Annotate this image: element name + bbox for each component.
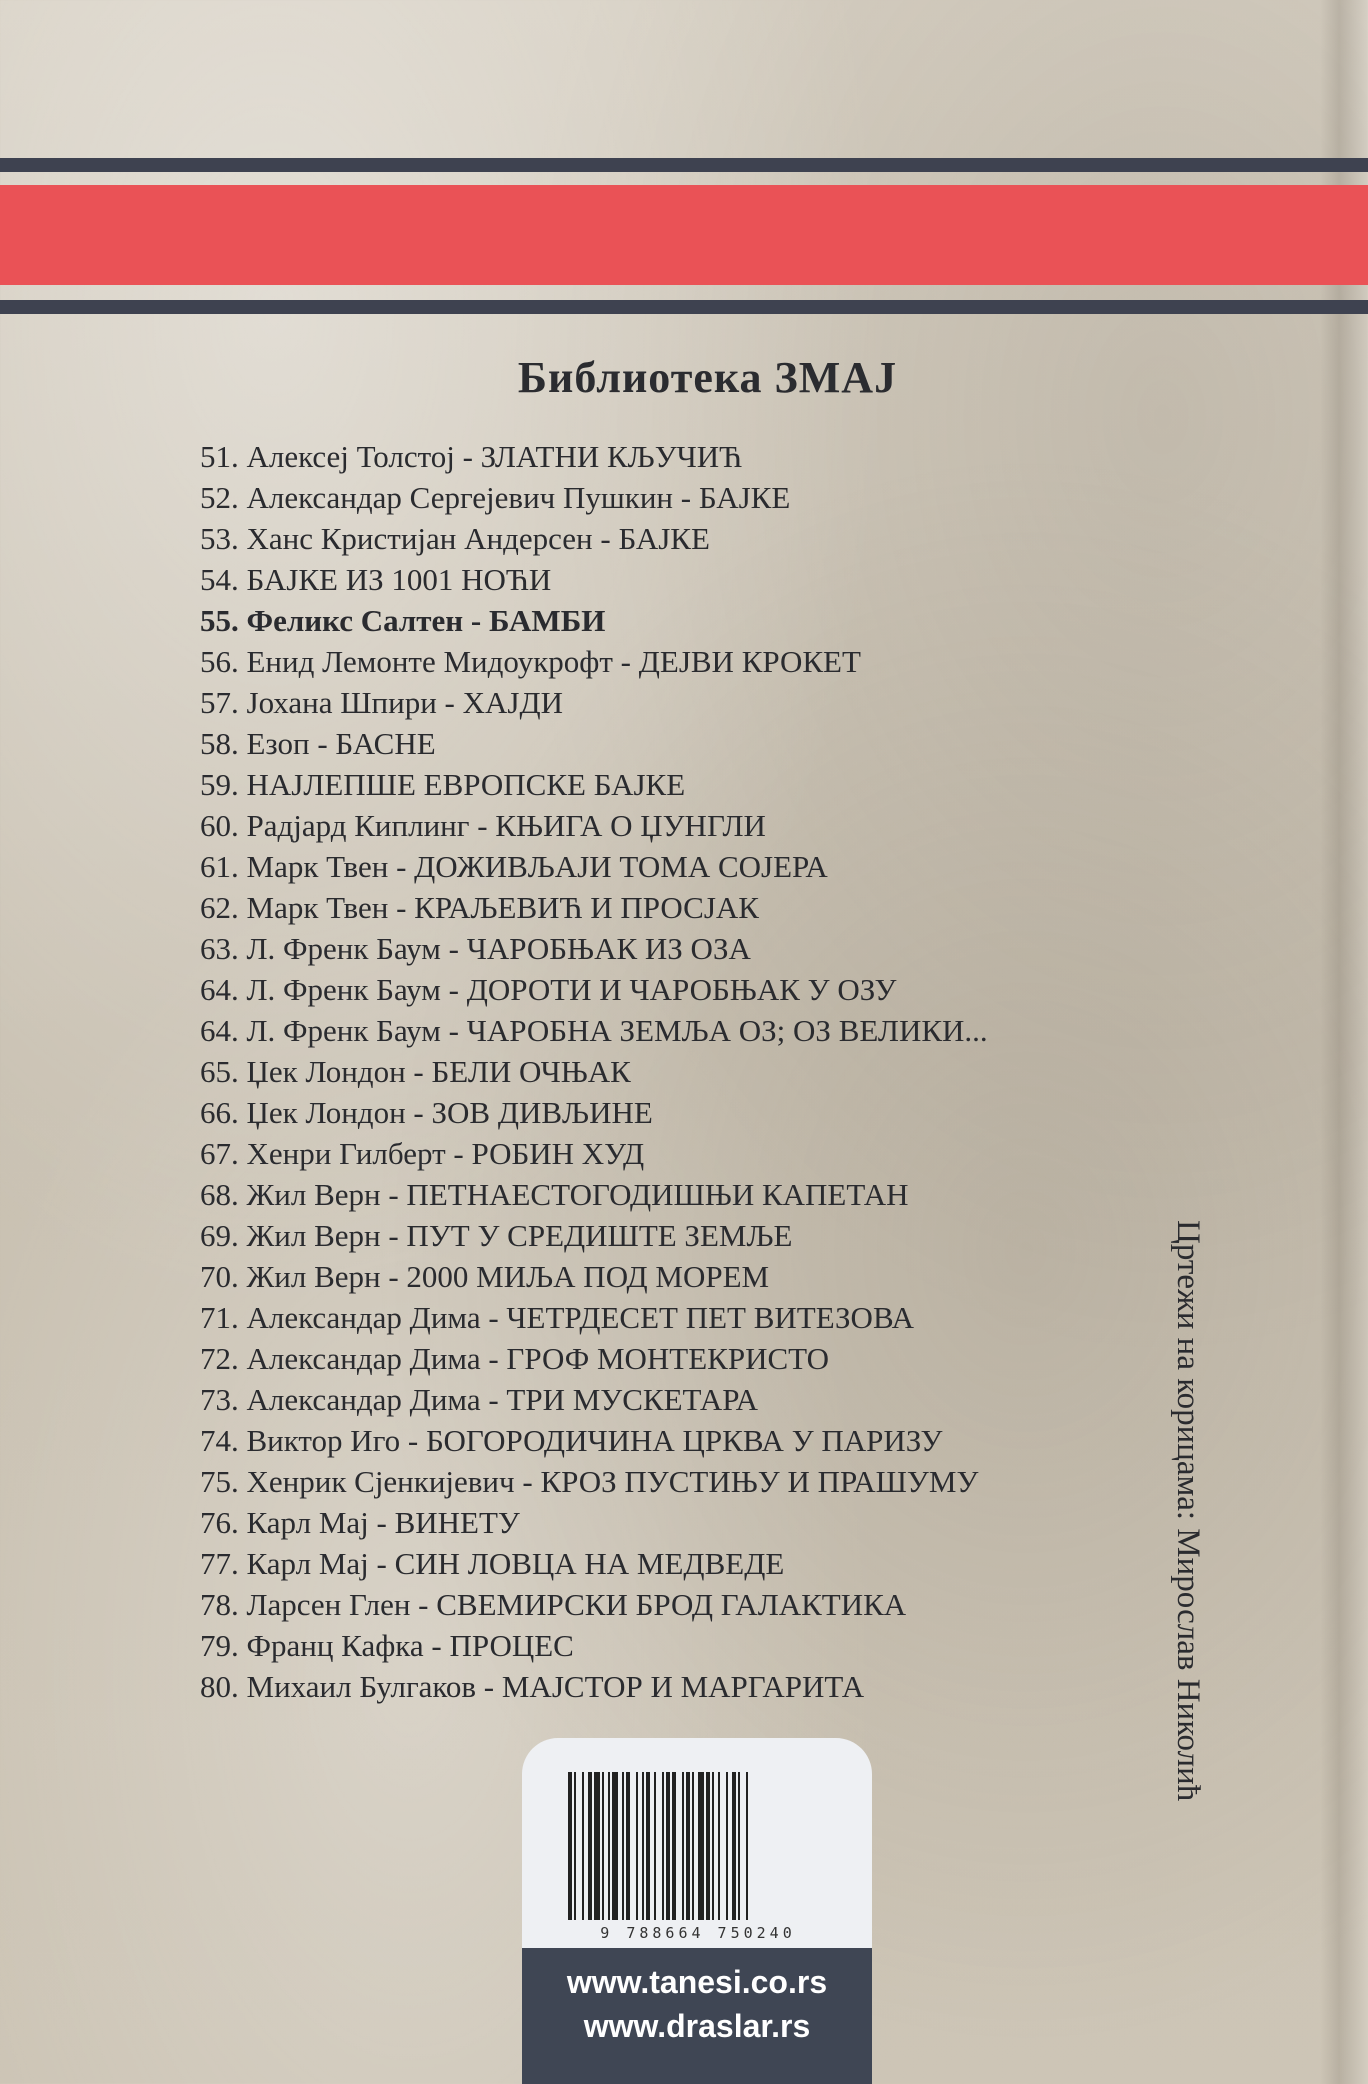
- book-list-item: 71. Александар Дима - ЧЕТРДЕСЕТ ПЕТ ВИТЕЗОВА: [200, 1300, 915, 1335]
- website-tanesi[interactable]: www.tanesi.co.rs: [566, 1964, 828, 2000]
- illustrator-credit: Цртежи на корицама: Мирослав Николић: [1170, 1220, 1206, 1802]
- book-list-item: 63. Л. Френк Баум - ЧАРОБЊАК ИЗ ОЗА: [200, 931, 751, 966]
- red-stripe: [0, 185, 1368, 285]
- book-list-item: 76. Карл Мај - ВИНЕТУ: [200, 1505, 520, 1540]
- book-list-item: 70. Жил Верн - 2000 МИЉА ПОД МОРЕМ: [200, 1259, 770, 1294]
- book-list-item: 75. Хенрик Сјенкијевич - КРОЗ ПУСТИЊУ И ПРАШУМУ: [200, 1464, 979, 1499]
- book-list-item: 61. Марк Твен - ДОЖИВЉАЈИ ТОМА СОЈЕРА: [200, 849, 828, 884]
- book-list-item: 51. Алексеј Толстој - ЗЛАТНИ КЉУЧИЋ: [200, 439, 743, 474]
- book-list-item: 66. Џек Лондон - ЗОВ ДИВЉИНЕ: [200, 1095, 653, 1130]
- book-list-item: 80. Михаил Булгаков - МАЈСТОР И МАРГАРИТА: [200, 1669, 865, 1704]
- book-list-item: 74. Виктор Иго - БОГОРОДИЧИНА ЦРКВА У ПАРИЗУ: [200, 1423, 943, 1458]
- website-draslar[interactable]: www.draslar.rs: [583, 2008, 811, 2044]
- series-title: Библиотека ЗМАЈ: [517, 353, 898, 402]
- book-list-item: 79. Франц Кафка - ПРОЦЕС: [200, 1628, 574, 1663]
- book-list-item: 64. Л. Френк Баум - ЧАРОБНА ЗЕМЉА ОЗ; ОЗ ВЕЛИКИ...: [200, 1013, 988, 1048]
- book-list-item: 64. Л. Френк Баум - ДОРОТИ И ЧАРОБЊАК У ОЗУ: [200, 972, 897, 1007]
- book-list-item: 73. Александар Дима - ТРИ МУСКЕТАРА: [200, 1382, 758, 1417]
- barcode-label: [522, 1738, 872, 2084]
- website-band: [522, 1948, 872, 2084]
- book-list-item: 68. Жил Верн - ПЕТНАЕСТОГОДИШЊИ КАПЕТАН: [200, 1177, 909, 1212]
- book-list: [200, 436, 1120, 1707]
- book-list-item: 56. Енид Лемонте Мидоукрофт - ДЕЈВИ КРОКЕТ: [200, 644, 861, 679]
- book-list-item: 52. Александар Сергејевич Пушкин - БАЈКЕ: [200, 480, 791, 515]
- book-list-item: 69. Жил Верн - ПУТ У СРЕДИШТЕ ЗЕМЉЕ: [200, 1218, 793, 1253]
- top-dark-stripe: [0, 158, 1368, 172]
- book-list-item: 65. Џек Лондон - БЕЛИ ОЧЊАК: [200, 1054, 631, 1089]
- book-list-item: 58. Езоп - БАСНЕ: [200, 726, 436, 761]
- book-list-item: 54. БАЈКЕ ИЗ 1001 НОЋИ: [200, 562, 552, 597]
- book-list-item: 77. Карл Мај - СИН ЛОВЦА НА МЕДВЕДЕ: [200, 1546, 785, 1581]
- bottom-dark-stripe: [0, 300, 1368, 314]
- book-list-item: 60. Радјард Киплинг - КЊИГА О ЏУНГЛИ: [200, 808, 766, 843]
- book-list-item: 57. Јохана Шпири - ХАЈДИ: [200, 685, 563, 720]
- barcode-bar: [748, 1772, 752, 1920]
- book-list-item: 78. Ларсен Глен - СВЕМИРСКИ БРОД ГАЛАКТИКА: [200, 1587, 907, 1622]
- book-list-item: 55. Феликс Салтен - БАМБИ: [200, 603, 606, 638]
- isbn-number: 9 788664 750240: [600, 1924, 796, 1942]
- book-list-item: 72. Александар Дима - ГРОФ МОНТЕКРИСТО: [200, 1341, 830, 1376]
- barcode: [568, 1772, 826, 1920]
- book-list-item: 67. Хенри Гилберт - РОБИН ХУД: [200, 1136, 645, 1171]
- book-list-item: 62. Марк Твен - КРАЉЕВИЋ И ПРОСЈАК: [200, 890, 759, 925]
- book-list-item: 53. Ханс Кристијан Андерсен - БАЈКЕ: [200, 521, 710, 556]
- book-list-item: 59. НАЈЛЕПШЕ ЕВРОПСКЕ БАЈКЕ: [200, 767, 686, 802]
